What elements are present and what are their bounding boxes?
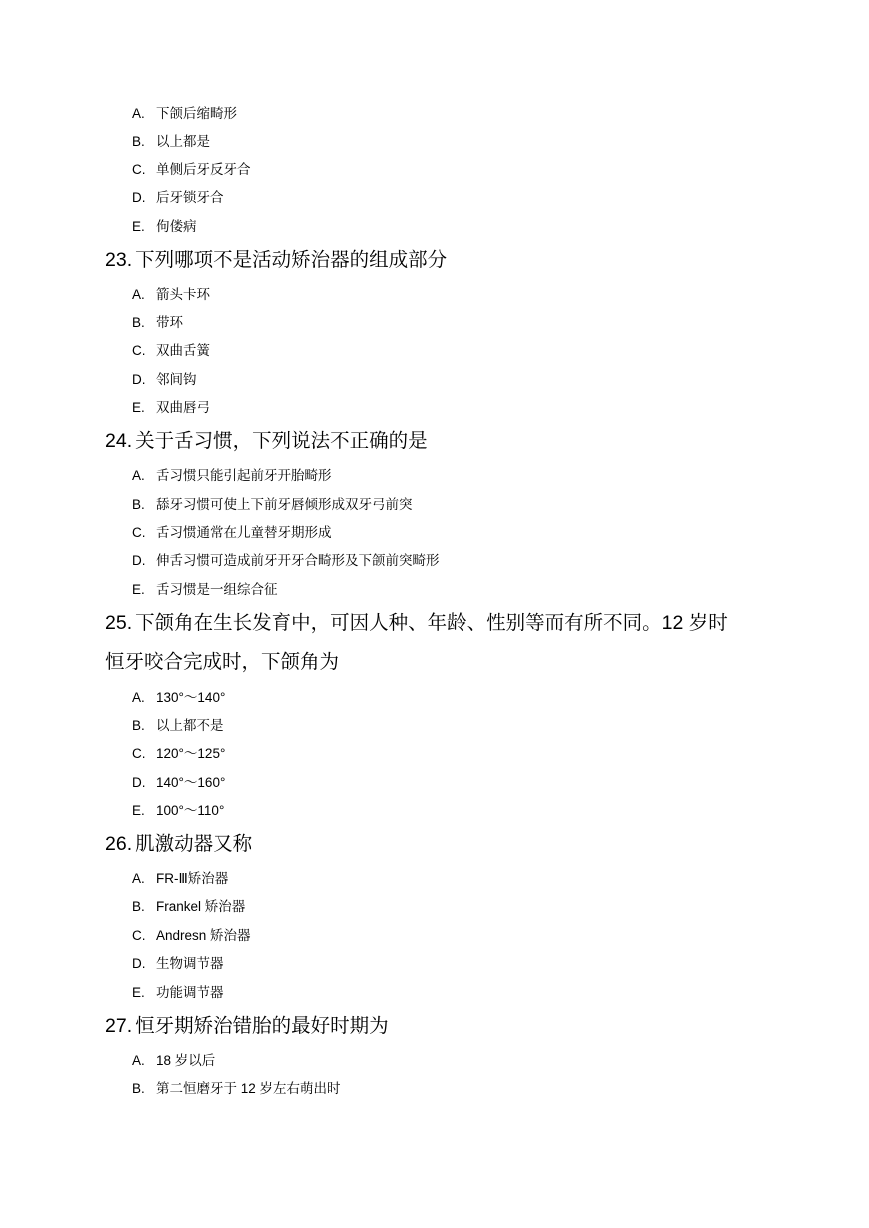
answer-option — [132, 218, 197, 236]
question-number: 23. — [105, 249, 133, 271]
option-letter: B. — [132, 134, 145, 149]
question-text: 恒牙期矫治错胎的最好时期为 — [135, 1015, 389, 1037]
option-text: 18 岁以后 — [156, 1053, 216, 1068]
option-text: 140°～160° — [156, 775, 226, 790]
answer-option — [132, 927, 251, 945]
answer-option — [132, 524, 332, 542]
option-text: 伸舌习惯可造成前牙开牙合畸形及下颌前突畸形 — [156, 553, 440, 568]
option-letter: E. — [132, 219, 145, 234]
option-letter: C. — [132, 162, 146, 177]
option-text: 第二恒磨牙于 12 岁左右萌出时 — [156, 1081, 341, 1096]
option-letter: A. — [132, 106, 145, 121]
answer-option — [132, 955, 224, 973]
answer-option — [132, 105, 237, 123]
option-letter: D. — [132, 190, 146, 205]
question-heading — [105, 831, 252, 857]
option-text: 以上都是 — [156, 134, 210, 149]
option-letter: D. — [132, 553, 146, 568]
answer-option — [132, 371, 197, 389]
option-letter: B. — [132, 899, 145, 914]
option-letter: A. — [132, 287, 145, 302]
answer-option — [132, 984, 224, 1002]
option-text: 生物调节器 — [156, 956, 224, 971]
answer-option — [132, 552, 440, 570]
answer-option — [132, 314, 183, 332]
question-heading — [105, 1013, 389, 1039]
answer-option — [132, 774, 225, 792]
answer-option — [132, 689, 225, 707]
option-letter: D. — [132, 775, 146, 790]
option-text: 舌习惯只能引起前牙开胎畸形 — [156, 468, 332, 483]
option-text: 100°～110° — [156, 803, 225, 818]
question-text: 下列哪项不是活动矫治器的组成部分 — [135, 249, 448, 271]
option-letter: C. — [132, 746, 146, 761]
answer-option — [132, 870, 228, 888]
answer-option — [132, 467, 332, 485]
option-text: FR-Ⅲ矫治器 — [156, 871, 229, 886]
option-letter: A. — [132, 1053, 145, 1068]
option-letter: A. — [132, 468, 145, 483]
question-text: 恒牙咬合完成时，下颌角为 — [105, 651, 340, 673]
answer-option — [132, 1080, 341, 1098]
answer-option — [132, 581, 278, 599]
question-number: 27. — [105, 1015, 133, 1037]
option-letter: D. — [132, 956, 146, 971]
option-letter: E. — [132, 400, 145, 415]
answer-option — [132, 189, 224, 207]
option-letter: E. — [132, 985, 145, 1000]
option-letter: E. — [132, 582, 145, 597]
answer-option — [132, 286, 210, 304]
question-number: 26. — [105, 833, 133, 855]
option-text: 功能调节器 — [156, 985, 224, 1000]
answer-option — [132, 717, 224, 735]
question-number: 24. — [105, 430, 133, 452]
question-heading — [105, 247, 447, 273]
question-heading-continued — [105, 649, 339, 675]
option-letter: B. — [132, 497, 145, 512]
option-text: 120°～125° — [156, 746, 226, 761]
question-text: 肌激动器又称 — [135, 833, 253, 855]
option-text: 双曲唇弓 — [156, 400, 210, 415]
option-text: 双曲舌簧 — [156, 343, 210, 358]
option-text: 舔牙习惯可使上下前牙唇倾形成双牙弓前突 — [156, 497, 413, 512]
option-text: 以上都不是 — [156, 718, 224, 733]
option-text: 下颌后缩畸形 — [156, 106, 237, 121]
option-text: 舌习惯通常在儿童替牙期形成 — [156, 525, 332, 540]
option-letter: B. — [132, 718, 145, 733]
answer-option — [132, 1052, 215, 1070]
answer-option — [132, 496, 413, 514]
option-text: 130°～140° — [156, 690, 226, 705]
option-text: 单侧后牙反牙合 — [156, 162, 251, 177]
option-letter: B. — [132, 315, 145, 330]
option-letter: D. — [132, 372, 146, 387]
option-letter: A. — [132, 871, 145, 886]
answer-option — [132, 745, 225, 763]
option-letter: B. — [132, 1081, 145, 1096]
option-letter: C. — [132, 343, 146, 358]
option-text: 邻间钩 — [156, 372, 197, 387]
answer-option — [132, 802, 224, 820]
option-letter: C. — [132, 525, 146, 540]
question-heading — [105, 610, 728, 636]
answer-option — [132, 161, 251, 179]
option-letter: C. — [132, 928, 146, 943]
question-number: 25. — [105, 612, 133, 634]
question-text: 关于舌习惯，下列说法不正确的是 — [135, 430, 428, 452]
option-text: 佝偻病 — [156, 219, 197, 234]
question-heading — [105, 428, 428, 454]
option-letter: E. — [132, 803, 145, 818]
answer-option — [132, 898, 245, 916]
option-text: 箭头卡环 — [156, 287, 210, 302]
option-text: 后牙锁牙合 — [156, 190, 224, 205]
question-text: 下颌角在生长发育中，可因人种、年龄、性别等而有所不同。12 岁时 — [135, 612, 728, 634]
answer-option — [132, 133, 210, 151]
option-text: Andresn 矫治器 — [156, 928, 251, 943]
option-letter: A. — [132, 690, 145, 705]
answer-option — [132, 342, 210, 360]
answer-option — [132, 399, 210, 417]
option-text: Frankel 矫治器 — [156, 899, 246, 914]
option-text: 舌习惯是一组综合征 — [156, 582, 278, 597]
option-text: 带环 — [156, 315, 183, 330]
